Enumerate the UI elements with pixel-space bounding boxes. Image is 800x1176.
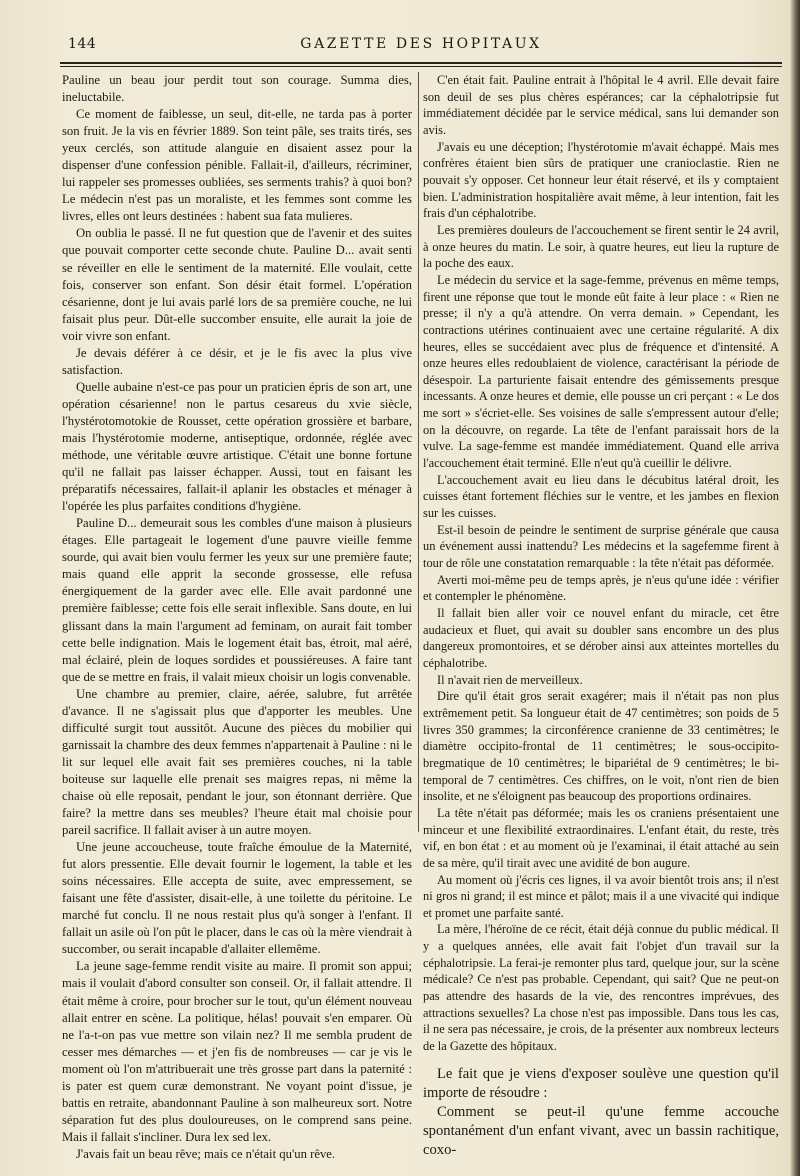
paragraph: Une chambre au premier, claire, aérée, salubre, fut arrêtée d'avance. Il ne s'agissait plus que d'apporter les meubles. Une difficulté surgit tout aussitôt. Aucune des pièces du mobilier qui garnissait la chambre des deux femmes n'appartenait à Pauline : ni le lit sur lequel elle avait fait ses premières couches, ni la table boiteuse sur laquelle elle prenait ses maigres repas, ni même la chaise où elle reposait, pendant le jour, son étonnant derrière. Que faire? la mettre dans ses meubles? l'heure était mal choisie pour pareil sacrifice. Il fallait aviser à un autre moyen. xyxy=(62,686,412,838)
paragraph: La mère, l'héroïne de ce récit, était déjà connue du public médical. Il y a quelques années, elle avait fait l'objet d'un travail sur la céphalotripsie. La ferai-je remonter plus tard, quelque jour, sur la scène médicale? Ce n'est pas probable. Cependant, qui sait? Que ne peut-on pas attendre des hasards de la vie, des rencontres imprévues, des attractions sexuelles? La chose n'est pas impossible. Dans tous les cas, il ne sera pas nécessaire, je crois, de la présenter aux nombreux lecteurs de la Gazette des hôpitaux. xyxy=(423,922,779,1054)
paragraph: Dire qu'il était gros serait exagérer; mais il n'était pas non plus extrêmement petit. Sa longueur était de 47 centimètres; son poids de 5 livres 350 grammes; la circonférence cranienne de 33 centimètres; le diamètre occipito-frontal de 11 centimètres; le sous-occipito-bregmatique de 10 centimètres; le bipariétal de 9 centimètres; le bi-temporal de 7 centimètres. Ces chiffres, on le voit, n'ont rien de bien insolite, et ne s'éloignent pas beaucoup des proportions ordinaires. xyxy=(423,689,779,804)
paragraph: Une jeune accoucheuse, toute fraîche émoulue de la Maternité, fut alors pressentie. Elle devait fournir le logement, la table et les soins nécessaires. Elle accepta de suite, avec empressement, se faisant une fête d'assister, disait-elle, à une toilette du péritoine. Le marché fut conclu. Il ne nous restait plus qu'à songer à l'enfant. Il fallait un asile où l'on pût le placer, dans le cas où la mère viendrait à succomber, ou serait incapable d'allaiter ellemême. xyxy=(62,840,412,957)
left-column xyxy=(62,72,412,1163)
header-rule xyxy=(60,62,782,64)
right-column xyxy=(423,72,779,1160)
paragraph: Je devais déférer à ce désir, et je le fis avec la plus vive satisfaction. xyxy=(62,345,412,377)
paragraph: Pauline D... demeurait sous les combles d'une maison à plusieurs étages. Elle partageait le logement d'une pauvre vieille femme sourde, qui avait bien voulu fermer les yeux sur une première faute; mais quand elle apprit la seconde grossesse, elle refusa énergiquement de la garder avec elle. Elle avait pardonné une première faiblesse; cette fois elle serait inflexible. Sans doute, en lui glissant dans la main l'argument ad feminam, on aurait fait tomber cette belle indignation. Mais le logement était bas, étroit, mal aéré, mal éclairé, plein de loques sordides et poussiéreuses. A faire tant que de se mettre en frais, il valait mieux choisir un logis convenable. xyxy=(62,516,412,684)
column-divider xyxy=(418,72,419,832)
paragraph: Au moment où j'écris ces lignes, il va avoir bientôt trois ans; il n'est ni gros ni grand; il est mince et pâlot; mais il a une vivacité qui indique et promet une parfaite santé. xyxy=(423,872,779,920)
paragraph: Averti moi-même peu de temps après, je n'eus qu'une idée : vérifier et contempler le phénomène. xyxy=(423,572,779,604)
question-text: Comment se peut-il qu'une femme accouche spontanément d'un enfant vivant, avec un bassin rachitique, coxo- xyxy=(423,1103,779,1158)
paragraph: Pauline un beau jour perdit tout son courage. Summa dies, ineluctabile. xyxy=(62,73,412,105)
page-number: 144 xyxy=(68,36,97,52)
paragraph: La tête n'était pas déformée; mais les os craniens présentaient une minceur et une flexibilité extraordinaires. L'enfant était, du reste, très vif, en bon état : et au moment où je l'examinai, il était attaché au sein de sa mère, qu'il tirait avec une avidité de bon augure. xyxy=(423,805,779,870)
question-intro: Le fait que je viens d'exposer soulève une question qu'il importe de résoudre : xyxy=(423,1065,779,1101)
paragraph: La jeune sage-femme rendit visite au maire. Il promit son appui; mais il voulait d'abord consulter son conseil. Or, il fallait attendre. Il était même à croire, pour brocher sur le tout, qu'un élément nouveau allait entrer en scène. La politique, hélas! pouvait s'en emparer. Où ne l'a-t-on pas vue mettre son vilain nez? Il me sembla prudent de cesser mes démarches — et j'en fis de nombreuses — car je vis le moment où l'on m'attribuerait une très grosse part dans la paternité : is pater est quem curæ demonstrant. Ne voyant point d'issue, je battis en retraite, abandonnant Pauline à son malheureux sort. Notre séparation fut des plus douloureuses, on le comprend sans peine. Mais il fallait s'incliner. Dura lex sed lex. xyxy=(62,959,412,1144)
page-edge-shadow xyxy=(790,0,800,1176)
paragraph: C'en était fait. Pauline entrait à l'hôpital le 4 avril. Elle devait faire son deuil de ses plus chères espérances; car la céphalotripsie fut immédiatement décidée par le service médical, sans lui demander son avis. xyxy=(423,73,779,137)
header-rule-thin xyxy=(60,66,782,67)
paragraph: Est-il besoin de peindre le sentiment de surprise générale que causa un événement aussi inattendu? Les médecins et la sagefemme firent à tour de rôle une constatation remarquable : la tête n'était pas déformée. xyxy=(423,522,779,571)
question-section xyxy=(423,1065,779,1160)
paragraph: J'avais fait un beau rêve; mais ce n'était qu'un rêve. xyxy=(76,1146,336,1161)
paragraph: Il fallait bien aller voir ce nouvel enfant du miracle, cet être audacieux et fluet, qui avait su doubler sans encombre un des plus dangereux promontoires, et se dérober ainsi aux atteintes mortelles du céphalotribe. xyxy=(423,606,779,670)
paragraph: Il n'avait rien de merveilleux. xyxy=(437,672,583,687)
page-header xyxy=(60,34,782,58)
paragraph: On oublia le passé. Il ne fut question que de l'avenir et des suites que pouvait comporter cette seconde chute. Pauline D... avait senti se réveiller en elle le sentiment de la maternité. Elle voulait, cette fois, conserver son enfant. Son désir était formel. L'opération césarienne, dont je lui avais parlé lors de sa première couche, ne lui faisait plus peur. Dût-elle succomber ensuite, elle aurait la joie de voir vivre son enfant. xyxy=(62,226,412,343)
paragraph: Quelle aubaine n'est-ce pas pour un praticien épris de son art, une opération césarienne! non le partus cesareus du xvie siècle, l'hystérotomotokie de Rousset, cette opération grossière et barbare, mais l'hystérotomie moderne, antiseptique, ordonnée, réglée avec méthode, une véritable œuvre artistique. C'était une bonne fortune qu'il ne fallait pas laisser échapper. Aussi, tout en faisant les préparatifs nécessaires, fallait-il aplanir les obstacles et ménager à l'opérée les plus parfaites conditions d'hygiène. xyxy=(62,379,412,514)
paragraph: J'avais eu une déception; l'hystérotomie m'avait échappé. Mais mes confrères étaient bien sûrs de pratiquer une cranioclastie. Rien ne pouvait s'y opposer. Cet honneur leur était réservé, et ils y comptaient bien. L'administration hospitalière avait même, à leur intention, fait les frais d'un céphalotribe. xyxy=(423,139,779,221)
paragraph: Les premières douleurs de l'accouchement se firent sentir le 24 avril, à onze heures du matin. Le soir, à quatre heures, eut lieu la rupture de la poche des eaux. xyxy=(423,222,779,271)
running-title: GAZETTE DES HOPITAUX xyxy=(300,36,542,52)
paragraph: L'accouchement avait eu lieu dans le décubitus latéral droit, les cuisses étant fortement fléchies sur le ventre, et les jambes en flexion sur les cuisses. xyxy=(423,472,779,521)
paragraph: Le médecin du service et la sage-femme, prévenus en même temps, firent une réponse que tout le monde eût faite à leur place : « Rien ne presse; il n'y a qu'à attendre. On verra demain. » Cependant, les contractions utérines continuaient avec une certaine régularité. A dix heures, elles se succédaient avec plus de fréquence et d'intensité. A onze heures elles redoublaient de violence, caractérisant la période de désespoir. La parturiente faisait entendre des gémissements presque incessants. A onze heures et demie, elle pousse un cri perçant : « Le dos me sort » s'écriet-elle. Ses voisines de salle s'empressent autour d'elle; on la découvre, on regarde. La tête de l'enfant paraissait hors de la vulve. La sage-femme est mandée immédiatement. Quand elle arriva l'accouchement était terminé. Elle n'eut qu'à cueillir le délivre. xyxy=(423,272,779,471)
paragraph: Ce moment de faiblesse, un seul, dit-elle, ne tarda pas à porter son fruit. Je la vis en février 1889. Son teint pâle, ses traits tirés, ses yeux cerclés, son attitude alanguie en disaient assez pour la dispenser d'une confession pénible. Fallait-il, d'ailleurs, récriminer, lui rappeler ses promesses oubliées, ses serments trahis? à quoi bon? Le médecin n'est pas un moraliste, et les femmes sont comme les livres, elles ont leurs destinées : habent sua fata mulieres. xyxy=(62,107,412,224)
